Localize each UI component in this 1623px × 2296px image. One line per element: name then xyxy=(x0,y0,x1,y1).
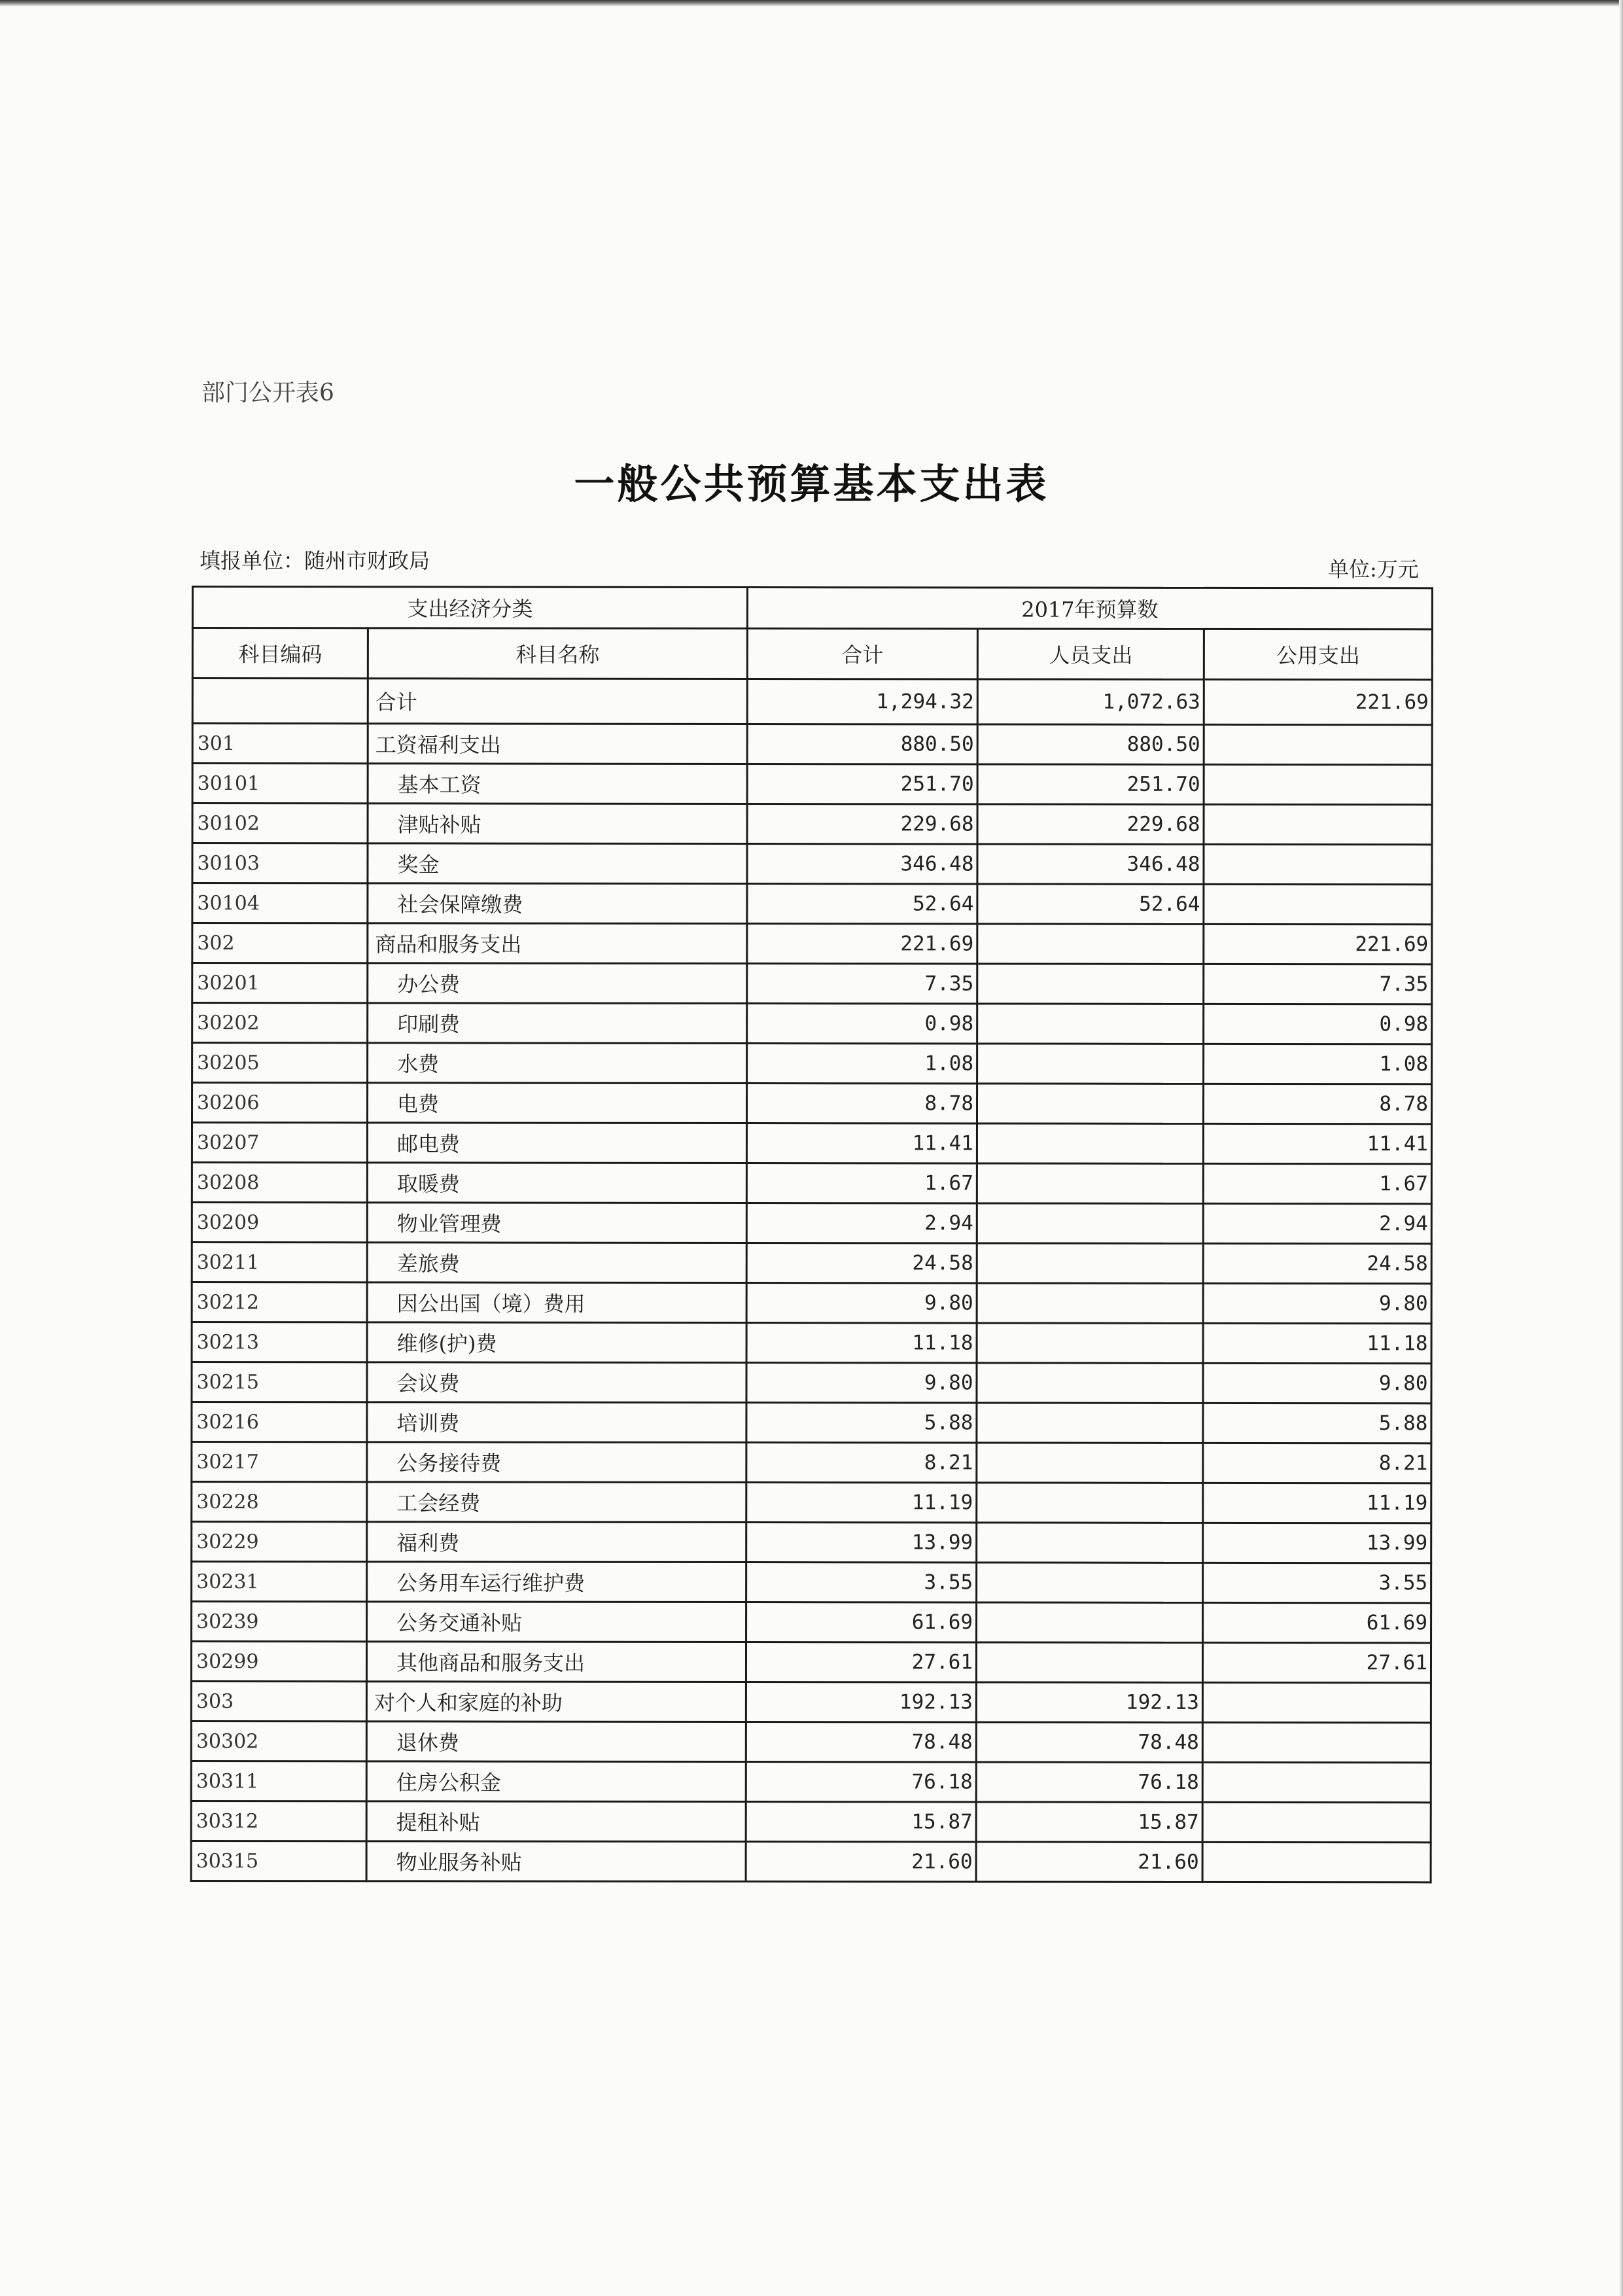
scan-edge xyxy=(0,0,1623,7)
row-name-text: 退休费 xyxy=(396,1730,459,1756)
row-code: 30228 xyxy=(192,1482,367,1522)
row-public: 24.58 xyxy=(1203,1243,1431,1283)
table-row xyxy=(192,843,1432,885)
table-row xyxy=(192,764,1432,805)
row-code: 30102 xyxy=(192,804,368,843)
row-total: 24.58 xyxy=(746,1243,977,1283)
page-title: 一般公共预算基本支出表 xyxy=(574,460,1049,508)
row-total: 5.88 xyxy=(746,1403,977,1443)
row-total: 52.64 xyxy=(747,884,977,924)
row-code: 30239 xyxy=(192,1602,367,1642)
row-code: 30206 xyxy=(192,1083,367,1123)
table-row xyxy=(192,1442,1431,1483)
row-personnel xyxy=(977,924,1204,964)
row-total: 229.68 xyxy=(747,804,977,844)
row-name-text: 公务用车运行维护费 xyxy=(396,1570,585,1596)
row-name xyxy=(367,1203,746,1243)
row-name-text: 办公费 xyxy=(397,972,461,997)
row-name-text: 差旅费 xyxy=(396,1251,460,1277)
row-name-text: 提租补贴 xyxy=(396,1810,480,1835)
row-code: 30216 xyxy=(192,1402,367,1442)
row-name xyxy=(367,1282,746,1323)
row-name xyxy=(366,1801,746,1842)
table-row xyxy=(191,1682,1431,1723)
row-public: 8.78 xyxy=(1204,1084,1432,1123)
total-public: 221.69 xyxy=(1204,679,1432,724)
row-public: 13.99 xyxy=(1203,1523,1431,1563)
row-total: 7.35 xyxy=(747,964,977,1004)
row-code: 30212 xyxy=(192,1282,367,1322)
row-name xyxy=(367,1602,746,1642)
unit-label: 单位:万元 xyxy=(1328,557,1419,582)
row-code: 30215 xyxy=(192,1362,367,1402)
row-total: 76.18 xyxy=(746,1762,976,1802)
row-name xyxy=(367,1562,746,1602)
table-row xyxy=(192,883,1432,925)
row-name-text: 津贴补贴 xyxy=(397,812,481,838)
row-code: 30201 xyxy=(192,963,368,1003)
row-total: 9.80 xyxy=(746,1363,977,1403)
table-row xyxy=(192,1083,1431,1124)
table-row xyxy=(192,1163,1431,1204)
column-header-total: 合计 xyxy=(747,629,977,679)
row-total: 251.70 xyxy=(747,764,977,804)
row-personnel: 346.48 xyxy=(977,844,1204,884)
scan-edge xyxy=(1619,0,1623,2296)
row-total: 0.98 xyxy=(747,1004,977,1044)
row-public: 61.69 xyxy=(1203,1602,1431,1642)
row-public xyxy=(1204,764,1432,804)
row-personnel xyxy=(977,1004,1204,1044)
row-name-text: 社会保障缴费 xyxy=(397,892,523,917)
table-row xyxy=(192,1003,1432,1044)
row-public: 11.41 xyxy=(1203,1123,1431,1163)
row-code: 302 xyxy=(192,923,368,963)
row-public: 2.94 xyxy=(1203,1203,1431,1243)
total-code xyxy=(192,679,368,724)
row-total: 2.94 xyxy=(746,1203,977,1243)
row-public xyxy=(1204,844,1432,884)
row-personnel: 78.48 xyxy=(976,1722,1202,1762)
row-code: 303 xyxy=(191,1682,366,1722)
row-code: 30208 xyxy=(192,1163,367,1203)
row-personnel xyxy=(977,1123,1203,1163)
row-total: 192.13 xyxy=(746,1682,976,1722)
row-public xyxy=(1204,884,1432,924)
row-code: 30103 xyxy=(192,843,368,883)
row-name-text: 工资福利支出 xyxy=(375,732,501,758)
row-name-text: 邮电费 xyxy=(396,1131,460,1157)
row-name xyxy=(366,1761,746,1802)
row-public: 9.80 xyxy=(1203,1363,1431,1403)
row-personnel xyxy=(977,1483,1203,1523)
row-code: 30315 xyxy=(191,1841,366,1881)
row-code: 30205 xyxy=(192,1043,368,1083)
row-name xyxy=(368,883,747,924)
row-name-text: 公务交通补贴 xyxy=(396,1610,523,1636)
row-name-text: 其他商品和服务支出 xyxy=(396,1650,585,1676)
row-name-text: 对个人和家庭的补助 xyxy=(374,1690,563,1716)
row-name-text: 工会经费 xyxy=(396,1491,481,1516)
row-name-text: 水费 xyxy=(397,1051,440,1077)
row-total: 13.99 xyxy=(746,1523,977,1563)
row-name xyxy=(367,1163,746,1203)
row-total: 8.78 xyxy=(747,1084,977,1123)
row-public: 11.18 xyxy=(1203,1323,1431,1363)
table-row xyxy=(191,1722,1431,1763)
row-public: 27.61 xyxy=(1202,1642,1431,1682)
row-total: 21.60 xyxy=(746,1842,976,1882)
row-personnel: 76.18 xyxy=(976,1762,1202,1802)
row-name xyxy=(366,1682,746,1722)
row-code: 30302 xyxy=(191,1722,366,1761)
row-name xyxy=(367,1083,746,1123)
row-code: 30312 xyxy=(191,1801,366,1841)
row-name xyxy=(368,923,747,964)
row-public xyxy=(1204,724,1432,764)
row-public xyxy=(1202,1762,1431,1802)
row-name-text: 商品和服务支出 xyxy=(375,932,522,957)
row-personnel xyxy=(977,1084,1204,1123)
row-name-text: 会议费 xyxy=(396,1371,460,1396)
row-public xyxy=(1202,1802,1431,1842)
row-name xyxy=(366,1722,746,1762)
row-name xyxy=(367,1482,746,1523)
table-row xyxy=(192,1322,1431,1364)
row-code: 30217 xyxy=(192,1442,367,1482)
row-total: 8.21 xyxy=(746,1443,977,1483)
row-public xyxy=(1204,804,1432,844)
row-name xyxy=(367,1402,746,1443)
row-name xyxy=(368,764,747,804)
row-name xyxy=(368,843,747,884)
row-code: 30311 xyxy=(191,1761,366,1801)
row-personnel: 21.60 xyxy=(976,1842,1202,1882)
row-name-text: 物业服务补贴 xyxy=(396,1850,522,1875)
row-name-text: 取暖费 xyxy=(396,1171,460,1197)
table-row xyxy=(191,1761,1431,1803)
form-id: 部门公开表6 xyxy=(201,380,334,406)
column-header-personnel: 人员支出 xyxy=(977,629,1204,679)
row-name-text: 因公出国（境）费用 xyxy=(396,1291,585,1316)
row-name xyxy=(367,1123,746,1163)
row-code: 30104 xyxy=(192,883,368,923)
row-name-text: 维修(护)费 xyxy=(396,1331,497,1356)
row-total: 221.69 xyxy=(747,924,977,964)
total-personnel: 1,072.63 xyxy=(977,679,1204,724)
row-code: 30202 xyxy=(192,1003,368,1043)
row-name xyxy=(366,1841,746,1882)
row-personnel: 15.87 xyxy=(976,1802,1202,1842)
row-public: 9.80 xyxy=(1203,1283,1431,1323)
row-personnel xyxy=(977,1323,1203,1363)
row-name xyxy=(368,1043,747,1084)
row-personnel: 880.50 xyxy=(977,724,1204,764)
budget-table xyxy=(190,586,1433,1883)
row-public xyxy=(1202,1842,1431,1882)
row-public: 1.67 xyxy=(1203,1163,1431,1203)
row-personnel xyxy=(977,1163,1203,1203)
row-total: 11.19 xyxy=(746,1483,977,1523)
row-code: 301 xyxy=(192,724,368,764)
table-row xyxy=(192,1043,1432,1084)
row-total: 11.18 xyxy=(746,1323,977,1363)
row-name xyxy=(367,1442,746,1483)
row-code: 30209 xyxy=(192,1203,367,1243)
row-personnel xyxy=(976,1642,1202,1682)
row-personnel: 251.70 xyxy=(977,764,1204,804)
row-name-text: 培训费 xyxy=(396,1411,460,1436)
row-name-text: 福利费 xyxy=(396,1530,460,1556)
table-row xyxy=(192,1602,1431,1643)
row-name xyxy=(368,804,747,844)
row-name-text: 印刷费 xyxy=(397,1012,461,1037)
table-row xyxy=(192,724,1432,765)
row-total: 346.48 xyxy=(747,844,977,884)
table-row xyxy=(192,1243,1431,1284)
table-row xyxy=(191,1841,1431,1882)
row-code: 30229 xyxy=(192,1522,367,1562)
row-total: 9.80 xyxy=(746,1283,977,1323)
table-row xyxy=(192,963,1432,1004)
row-code: 30101 xyxy=(192,764,368,804)
table-row xyxy=(192,1282,1431,1324)
row-personnel xyxy=(977,964,1204,1004)
row-public: 8.21 xyxy=(1203,1443,1431,1483)
row-name xyxy=(367,1362,746,1403)
column-header-public: 公用支出 xyxy=(1204,629,1432,679)
row-personnel xyxy=(977,1283,1203,1323)
row-total: 1.08 xyxy=(747,1044,977,1084)
row-total: 3.55 xyxy=(746,1563,977,1602)
row-personnel xyxy=(977,1563,1203,1602)
row-personnel xyxy=(977,1602,1203,1642)
row-public: 221.69 xyxy=(1204,924,1432,964)
row-total: 61.69 xyxy=(746,1602,977,1642)
table-row xyxy=(192,923,1432,964)
group-header-budget-year: 2017年预算数 xyxy=(747,588,1432,629)
table-row xyxy=(191,1642,1431,1683)
total-amount: 1,294.32 xyxy=(747,679,977,724)
row-name xyxy=(368,963,747,1004)
row-name xyxy=(367,1243,746,1283)
row-name-text: 基本工资 xyxy=(397,772,481,798)
row-public: 3.55 xyxy=(1203,1563,1431,1602)
column-header-code: 科目编码 xyxy=(192,628,368,679)
row-name-text: 电费 xyxy=(397,1091,440,1117)
total-row xyxy=(192,679,1432,725)
row-personnel xyxy=(977,1203,1203,1243)
row-public xyxy=(1202,1682,1431,1722)
row-personnel xyxy=(977,1363,1203,1403)
table-row xyxy=(192,1203,1431,1244)
row-name xyxy=(368,724,747,764)
table-row xyxy=(191,1801,1431,1843)
row-code: 30207 xyxy=(192,1123,367,1163)
row-personnel xyxy=(977,1523,1203,1563)
row-name-text: 物业管理费 xyxy=(396,1211,502,1237)
row-personnel: 52.64 xyxy=(977,884,1204,924)
row-personnel xyxy=(977,1443,1203,1483)
row-code: 30231 xyxy=(192,1562,367,1602)
table-row xyxy=(192,804,1432,845)
row-name xyxy=(368,1003,747,1044)
row-code: 30299 xyxy=(191,1642,366,1682)
row-name xyxy=(367,1522,746,1563)
budget-table-wrapper xyxy=(190,586,1431,1883)
row-total: 11.41 xyxy=(746,1123,977,1163)
group-header-classification: 支出经济分类 xyxy=(192,587,747,629)
row-total: 1.67 xyxy=(746,1163,977,1203)
row-public: 0.98 xyxy=(1204,1004,1432,1044)
row-code: 30211 xyxy=(192,1243,367,1282)
table-row xyxy=(192,1402,1431,1443)
row-public xyxy=(1202,1722,1431,1762)
filler-unit: 填报单位：随州市财政局 xyxy=(200,548,430,573)
row-code: 30213 xyxy=(192,1322,367,1362)
table-row xyxy=(192,1562,1431,1603)
row-public: 5.88 xyxy=(1203,1403,1431,1443)
total-name: 合计 xyxy=(368,679,747,724)
column-header-name: 科目名称 xyxy=(368,628,747,679)
table-row xyxy=(192,1482,1431,1523)
table-row xyxy=(192,1522,1431,1563)
row-name-text: 公务接待费 xyxy=(396,1451,502,1476)
row-total: 880.50 xyxy=(747,724,977,764)
row-public: 11.19 xyxy=(1203,1483,1431,1523)
row-public: 1.08 xyxy=(1204,1044,1432,1084)
row-total: 78.48 xyxy=(746,1722,976,1762)
row-name xyxy=(366,1642,746,1682)
table-row xyxy=(192,1362,1431,1404)
row-total: 27.61 xyxy=(746,1642,976,1682)
row-personnel: 229.68 xyxy=(977,804,1204,844)
row-name-text: 奖金 xyxy=(397,852,440,877)
row-public: 7.35 xyxy=(1204,964,1432,1004)
row-personnel xyxy=(977,1243,1203,1283)
row-personnel: 192.13 xyxy=(976,1682,1202,1722)
row-total: 15.87 xyxy=(746,1802,976,1842)
row-personnel xyxy=(977,1044,1204,1084)
row-name xyxy=(367,1322,746,1363)
table-row xyxy=(192,1123,1431,1164)
row-personnel xyxy=(977,1403,1203,1443)
row-name-text: 住房公积金 xyxy=(396,1770,501,1795)
